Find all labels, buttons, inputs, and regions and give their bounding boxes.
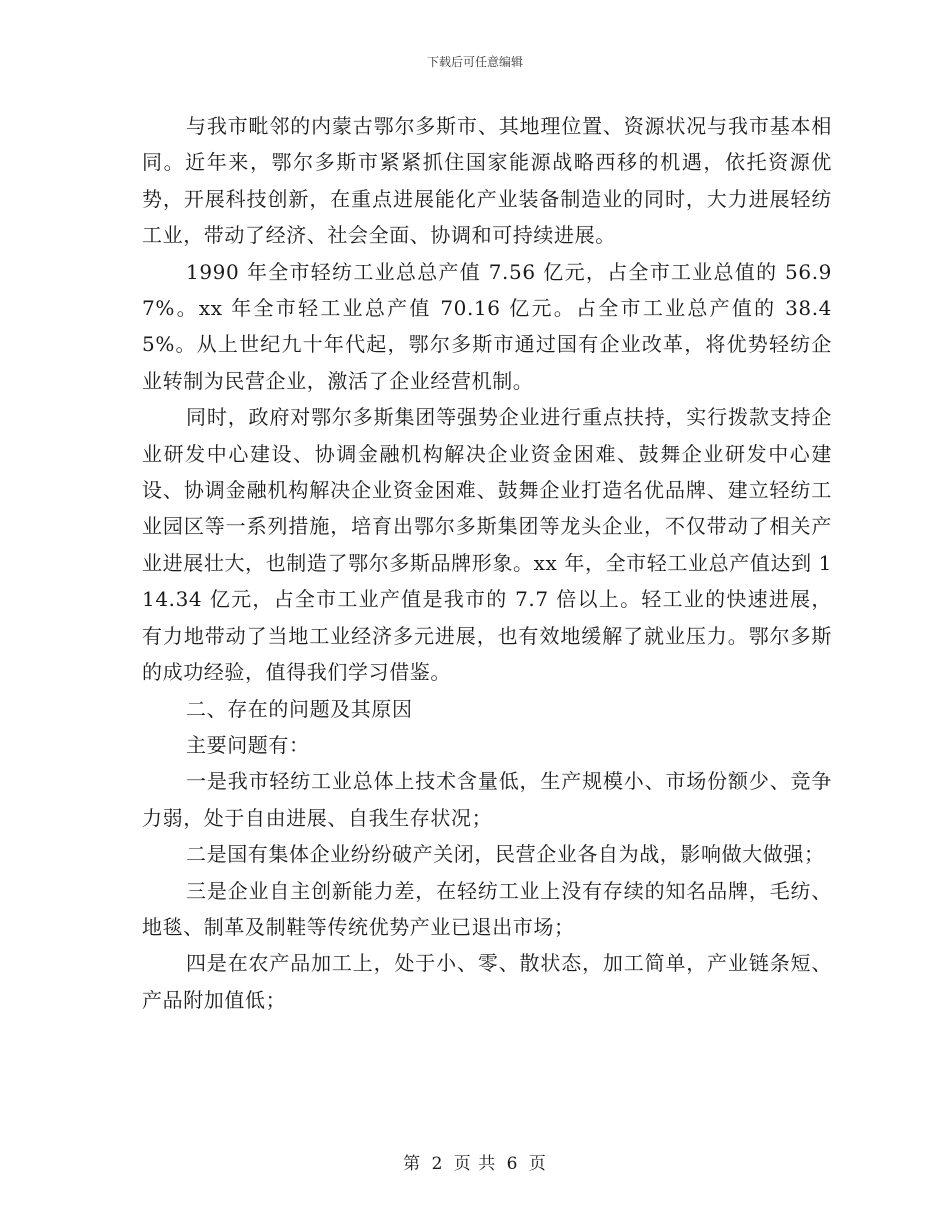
page-number-total: 6 bbox=[506, 1154, 519, 1174]
problem-item-3: 三是企业自主创新能力差，在轻纺工业上没有存续的知名品牌，毛纺、地毯、制革及制鞋等传统优势产业已退出市场； bbox=[142, 878, 832, 939]
paragraph-3: 同时，政府对鄂尔多斯集团等强势企业进行重点扶持，实行拨款支持企业研发中心建设、协调金融机构解决企业资金困难、鼓舞企业研发中心建设、协调金融机构解决企业资金困难、鼓舞企业打造名优品牌、建立轻纺工业园区等一系列措施，培育出鄂尔多斯集团等龙头企业，不仅带动了相关产业进展壮大，也制造了鄂尔多斯品牌形象。xx 年，全市轻工业总产值达到 114.34 亿元，占全市工业产值是我市的 7.7 倍以上。轻工业的快速进展，有力地带动了当地工业经济多元进展，也有效地缓解了就业压力。鄂尔多斯的成功经验，值得我们学习借鉴。 bbox=[142, 405, 832, 685]
page-header: 下载后可任意编辑 bbox=[426, 55, 523, 69]
page-number-middle: 页 共 bbox=[453, 1154, 497, 1174]
paragraph-2: 1990 年全市轻纺工业总总产值 7.56 亿元，占全市工业总值的 56.97%。xx 年全市轻工业总产值 70.16 亿元。占全市工业总产值的 38.45%。从上世纪九十年代起，鄂尔多斯市通过国有企业改革，将优势轻纺企业转制为民营企业，激活了企业经营机制。 bbox=[142, 259, 832, 393]
page-number-current: 2 bbox=[431, 1154, 444, 1174]
page-number-suffix: 页 bbox=[528, 1154, 547, 1174]
section-heading: 二、存在的问题及其原因 bbox=[186, 696, 413, 721]
problem-item-1: 一是我市轻纺工业总体上技术含量低，生产规模小、市场份额少、竞争力弱，处于自由进展、自我生存状况； bbox=[142, 769, 832, 830]
paragraph-1: 与我市毗邻的内蒙古鄂尔多斯市、其地理位置、资源状况与我市基本相同。近年来，鄂尔多斯市紧紧抓住国家能源战略西移的机遇，依托资源优势，开展科技创新，在重点进展能化产业装备制造业的同时，大力进展轻纺工业，带动了经济、社会全面、协调和可持续进展。 bbox=[142, 114, 832, 248]
problem-item-2: 二是国有集体企业纷纷破产关闭，民营企业各自为战，影响做大做强； bbox=[186, 842, 825, 867]
problem-item-4: 四是在农产品加工上，处于小、零、散状态，加工简单，产业链条短、产品附加值低； bbox=[142, 951, 832, 1012]
page-number-prefix: 第 bbox=[403, 1154, 422, 1174]
paragraph-main-problems: 主要问题有： bbox=[186, 732, 310, 757]
page-number bbox=[0, 1153, 950, 1175]
document-body bbox=[142, 108, 832, 1018]
